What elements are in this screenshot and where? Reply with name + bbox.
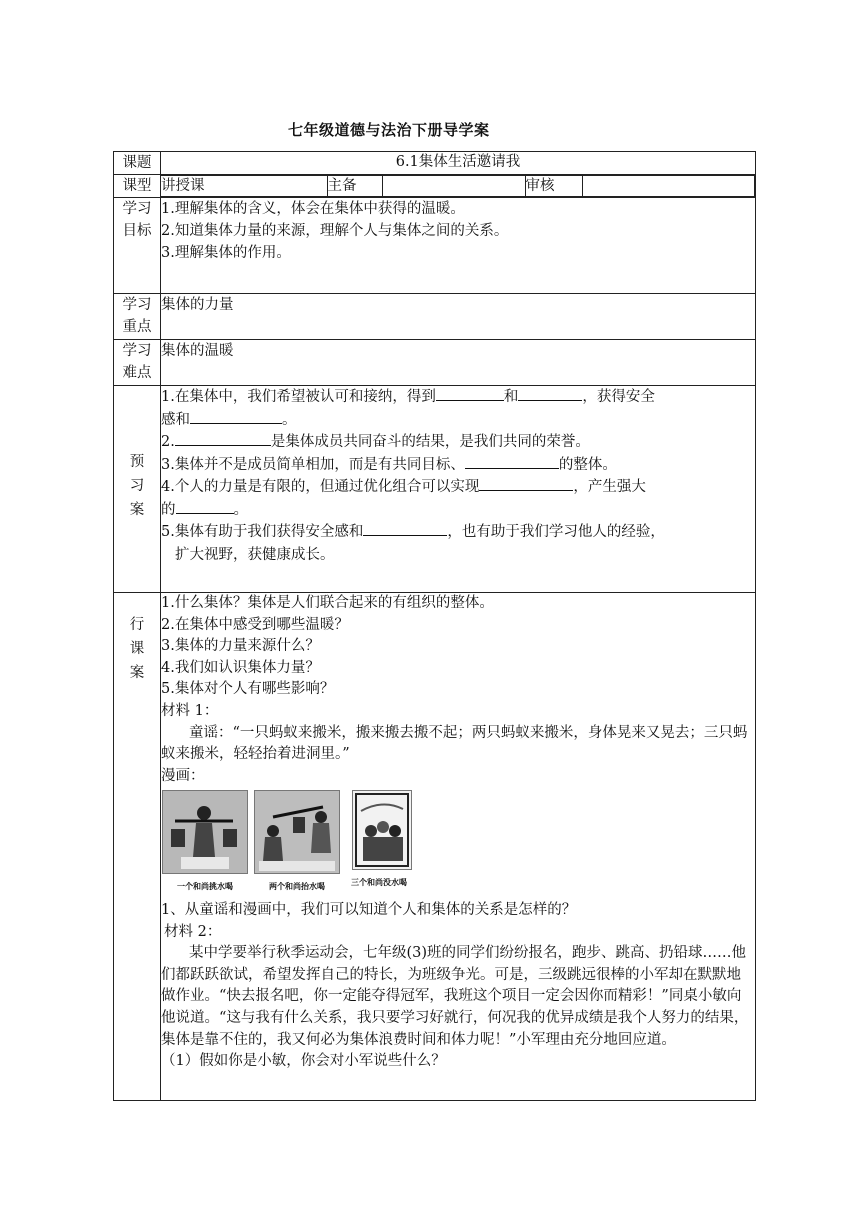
review-label: 审核 (525, 176, 582, 197)
fill-blank[interactable] (518, 386, 582, 401)
review-value (582, 176, 755, 197)
key-value: 集体的力量 (161, 294, 756, 340)
goal-item: 3.理解集体的作用。 (161, 245, 291, 261)
row-goals (114, 198, 756, 294)
material2-label: 材料 2： (164, 923, 222, 940)
comic-panel (254, 790, 340, 898)
type-value: 讲授课 (161, 176, 327, 197)
label-key: 学习 重点 (114, 294, 161, 340)
comic-caption: 一个和尚挑水喝 (177, 882, 233, 892)
preview-q5: 5.集体有助于我们获得安全感和 ，也有助于我们学习他人的经验， (161, 521, 755, 544)
label-preview: 预 习 案 (114, 386, 161, 593)
fill-blank[interactable] (436, 386, 504, 401)
row-key (114, 294, 756, 340)
comic-caption: 三个和尚没水喝 (351, 878, 407, 888)
comic-caption: 两个和尚抬水喝 (269, 882, 325, 892)
comic-panel (346, 790, 412, 898)
label-difficulty: 学习 难点 (114, 340, 161, 386)
preview-content (161, 386, 756, 593)
difficulty-value: 集体的温暖 (161, 340, 756, 386)
chief-value (382, 176, 525, 197)
preview-q2: 2. 是集体成员共同奋斗的结果，是我们共同的荣誉。 (161, 431, 755, 454)
preview-q1-cont: 感和 。 (161, 409, 755, 432)
page-title: 七年级道德与法治下册导学案 (288, 121, 490, 139)
fill-blank[interactable] (465, 454, 559, 469)
material2-text: 某中学要举行秋季运动会，七年级(3)班的同学们纷纷报名，跑步、跳高、扔铅球……他们都跃跃欲试，希望发挥自己的特长，为班级争光。可是，三级跳远很棒的小军却在默默地做作业。“快去报名吧，你一定能夺得冠军，我班这个项目一定会因你而精彩！”同桌小敏向他说道。“这与我有什么关系，我只要学习好就行，何况我的优异成绩是我个人努力的结果，集体是靠不住的，我又何必为集体浪费时间和体力呢！”小军理由充分地回应道。 (161, 945, 749, 1048)
question-after-comic: 1、从童谣和漫画中，我们可以知道个人和集体的关系是怎样的？ (161, 901, 577, 918)
label-lesson: 行 课 案 (114, 593, 161, 1101)
preview-q1: 1.在集体中，我们希望被认可和接纳，得到 和 ，获得安全 (161, 386, 755, 409)
row-difficulty (114, 340, 756, 386)
comic-panel (162, 790, 248, 898)
monks-three-illustration (352, 790, 412, 870)
row-lesson (114, 593, 756, 1101)
monks-two-illustration (254, 790, 340, 874)
fill-blank[interactable] (363, 521, 447, 536)
comic-strip (162, 790, 755, 898)
lesson-content (161, 593, 756, 1101)
goal-item: 1.理解集体的含义，体会在集体中获得的温暖。 (161, 201, 465, 217)
row-preview (114, 386, 756, 593)
preview-q3: 3.集体并不是成员简单相加，而是有共同目标、 的整体。 (161, 454, 755, 477)
sub-question-1: （1）假如你是小敏，你会对小军说些什么？ (161, 1053, 446, 1070)
lesson-question: 3.集体的力量来源什么？ (161, 638, 320, 655)
lesson-question: 5.集体对个人有哪些影响？ (161, 681, 335, 698)
goal-item: 2.知道集体力量的来源，理解个人与集体之间的关系。 (161, 223, 509, 239)
fill-blank[interactable] (175, 431, 271, 446)
label-type: 课型 (114, 175, 161, 198)
topic-value: 6.1集体生活邀请我 (161, 152, 756, 175)
fill-blank[interactable] (479, 476, 573, 491)
chief-label: 主备 (327, 176, 382, 197)
preview-q4-cont: 的 。 (161, 499, 755, 522)
label-goals: 学习 目标 (114, 198, 161, 294)
row-type (114, 175, 756, 198)
fill-blank[interactable] (176, 499, 234, 514)
preview-q5-cont: 扩大视野，获健康成长。 (175, 546, 335, 563)
preview-q4: 4.个人的力量是有限的，但通过优化组合可以实现 ，产生强大 (161, 476, 755, 499)
comic-label: 漫画： (161, 767, 205, 784)
label-topic: 课题 (114, 152, 161, 175)
lesson-question: 2.在集体中感受到哪些温暖？ (161, 616, 349, 633)
lesson-question: 4.我们如认识集体力量？ (161, 659, 320, 676)
material1-text: 童谣：“一只蚂蚁来搬米，搬来搬去搬不起；两只蚂蚁来搬米，身体晃来又晃去；三只蚂蚁来搬米，轻轻抬着进洞里。” (161, 724, 748, 763)
monk-one-illustration (162, 790, 248, 874)
row-topic (114, 152, 756, 175)
material1-label: 材料 1： (161, 702, 219, 719)
lesson-plan-table (113, 151, 756, 1101)
lesson-question: 1.什么集体？集体是人们联合起来的有组织的整体。 (161, 595, 494, 611)
fill-blank[interactable] (190, 409, 282, 424)
type-subtable (161, 175, 755, 197)
goals-list (161, 198, 756, 294)
